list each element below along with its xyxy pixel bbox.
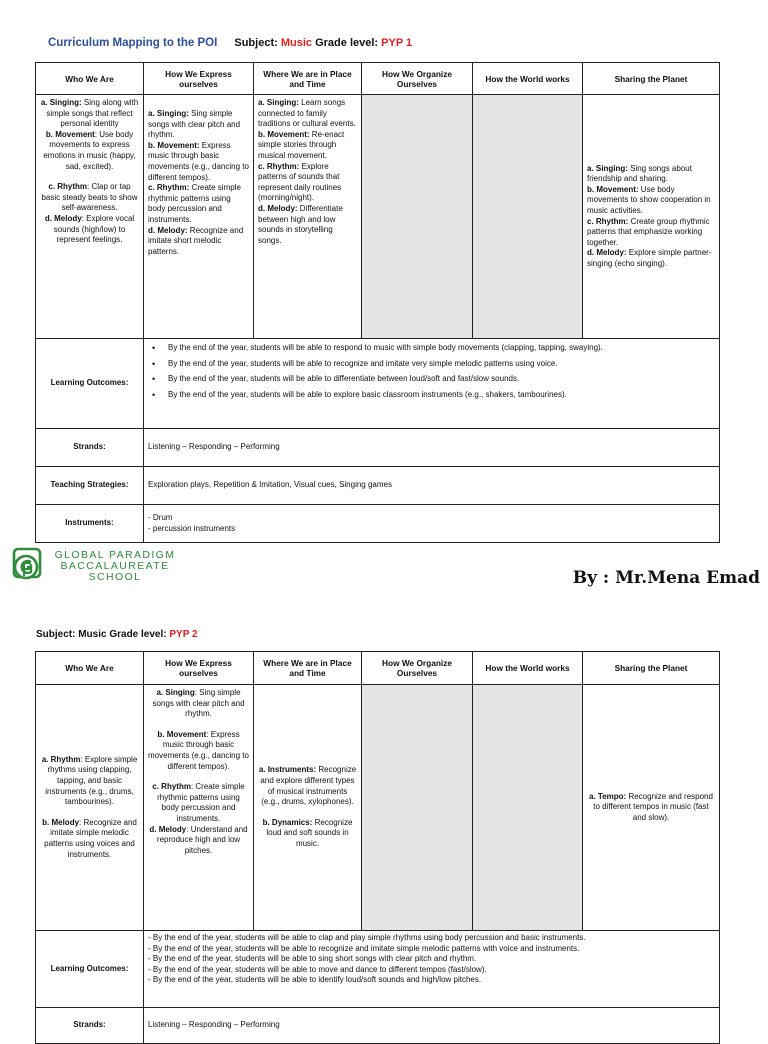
learning-outcomes-row — [36, 339, 720, 429]
column-header: How We Express ourselves — [144, 63, 254, 95]
page-header-pyp1 — [48, 37, 412, 49]
how-world-works-cell — [473, 685, 583, 931]
how-we-express-cell: a. Singing: Sing simple songs with clear pitch and rhythm. b. Movement: Express music through basic movements (e.g., dancing to different tempos). c. Rhythm: Create simple rhythmic patterns using body percussion and instruments. d. Melody: Recognize and imitate short melodic patterns. — [144, 95, 254, 339]
grade-value: PYP 2 — [169, 629, 198, 640]
learning-outcomes-cell — [144, 339, 720, 429]
where-we-are-cell: a. Singing: Learn songs connected to family traditions or cultural events. b. Movement: Re-enact simple stories through musical movement. c. Rhythm: Explore patterns of sounds that represent daily routines (morning/night). d. Melody: Differentiate between high and low sounds in storytelling songs. — [254, 95, 362, 339]
column-header: Sharing the Planet — [583, 63, 720, 95]
school-logo-icon — [10, 546, 50, 590]
sharing-planet-cell: a. Singing: Sing songs about friendship and sharing. b. Movement: Use body movements to show cooperation in music activities. c. Rhythm: Create group rhythmic patterns that emphasize working together. d. Melody: Explore simple partner-singing (echo singing). — [583, 95, 720, 339]
how-world-works-cell — [473, 95, 583, 339]
who-we-are-cell: a. Rhythm: Explore simple rhythms using clapping, tapping, and basic instruments (e.g., drums, tambourines). b. Melody: Recognize and imitate simple melodic patterns using voices and instruments. — [36, 685, 144, 931]
teaching-strategies-row — [36, 467, 720, 505]
list-item: • By the end of the year, students will be able to recognize and imitate very simple melodic patterns using voice. — [148, 359, 715, 370]
themes-row — [36, 685, 720, 931]
subject-grade-label: Subject: Music Grade level: — [36, 629, 167, 640]
column-header: How the World works — [473, 63, 583, 95]
column-header: Who We Are — [36, 63, 144, 95]
who-we-are-cell: a. Singing: Sing along with simple songs that reflect personal identity b. Movement: Use body movements to express emotions in music (happy, sad, excited). c. Rhythm: Clap or tap basic steady beats to show self-awareness. d. Melody: Explore vocal sounds (high/low) to represent feelings. — [36, 95, 144, 339]
subject-label: Subject: — [234, 37, 278, 49]
school-logo — [10, 546, 210, 590]
strands-value: Listening – Responding – Performing — [144, 429, 720, 467]
list-item: - By the end of the year, students will be able to identify loud/soft sounds and high/low pitches. — [148, 975, 482, 985]
school-name: GLOBAL PARADIGM BACCALAUREATE SCHOOL — [54, 549, 176, 583]
list-item: - By the end of the year, students will be able to clap and play simple rhythms using body percussion and basic instruments. — [148, 933, 586, 942]
teaching-strategies-value: Exploration plays, Repetition & Imitation, Visual cues, Singing games — [144, 467, 720, 505]
curriculum-table-pyp1 — [35, 62, 720, 543]
page-header-pyp2 — [36, 629, 198, 640]
instruments-row — [36, 505, 720, 543]
page-title: Curriculum Mapping to the POI — [48, 37, 218, 49]
list-item: - By the end of the year, students will be able to sing short songs with clear pitch and rhythm. — [148, 954, 477, 964]
learning-outcomes-label: Learning Outcomes: — [36, 931, 144, 1008]
strands-row — [36, 429, 720, 467]
teaching-strategies-label: Teaching Strategies: — [36, 467, 144, 505]
curriculum-table-pyp2 — [35, 651, 720, 1044]
how-we-express-cell: a. Singing: Sing simple songs with clear pitch and rhythm. b. Movement: Express music through basic movements (e.g., dancing to different tempos). c. Rhythm: Create simple rhythmic patterns using body percussion and instruments. d. Melody: Understand and reproduce high and low pitches. — [144, 685, 254, 931]
learning-outcomes-row — [36, 931, 720, 1008]
list-item: • By the end of the year, students will be able to explore basic classroom instruments (e.g., shakers, tambourines). — [148, 390, 715, 401]
how-we-organize-cell — [362, 685, 473, 931]
sharing-planet-cell: a. Tempo: Recognize and respond to different tempos in music (fast and slow). — [583, 685, 720, 931]
learning-outcomes-label: Learning Outcomes: — [36, 339, 144, 429]
column-header: How the World works — [473, 652, 583, 685]
column-header: Sharing the Planet — [583, 652, 720, 685]
learning-outcomes-cell — [144, 931, 720, 1008]
column-header: Where We are in Place and Time — [254, 652, 362, 685]
table-header-row — [36, 652, 720, 685]
column-header: How We Express ourselves — [144, 652, 254, 685]
list-item: • By the end of the year, students will be able to respond to music with simple body movements (clapping, tapping, swaying). — [148, 343, 715, 354]
table-header-row — [36, 63, 720, 95]
author-byline: By : Mr.Mena Emad — [572, 568, 760, 588]
strands-label: Strands: — [36, 1008, 144, 1044]
list-item: - By the end of the year, students will be able to recognize and imitate simple melodic patterns with voice and instruments. — [148, 943, 580, 953]
instruments-value — [144, 505, 720, 543]
list-item: • By the end of the year, students will be able to differentiate between loud/soft and fast/slow sounds. — [148, 374, 715, 385]
grade-label: Grade level: — [315, 37, 379, 49]
grade-value: PYP 1 — [381, 37, 413, 49]
column-header: How We Organize Ourselves — [362, 652, 473, 685]
instrument-item: - percussion instruments — [148, 523, 236, 533]
column-header: Where We are in Place and Time — [254, 63, 362, 95]
strands-label: Strands: — [36, 429, 144, 467]
list-item: - By the end of the year, students will be able to move and dance to different tempos (fast/slow). — [148, 964, 487, 974]
learning-outcomes-list — [148, 343, 715, 400]
instruments-label: Instruments: — [36, 505, 144, 543]
column-header: Who We Are — [36, 652, 144, 685]
themes-row — [36, 95, 720, 339]
strands-row — [36, 1008, 720, 1044]
subject-value: Music — [280, 37, 313, 49]
how-we-organize-cell — [362, 95, 473, 339]
where-we-are-cell: a. Instruments: Recognize and explore different types of musical instruments (e.g., drums, xylophones). b. Dynamics: Recognize loud and soft sounds in music. — [254, 685, 362, 931]
strands-value: Listening – Responding – Performing — [144, 1008, 720, 1044]
instrument-item: - Drum — [148, 512, 173, 522]
column-header: How We Organize Ourselves — [362, 63, 473, 95]
